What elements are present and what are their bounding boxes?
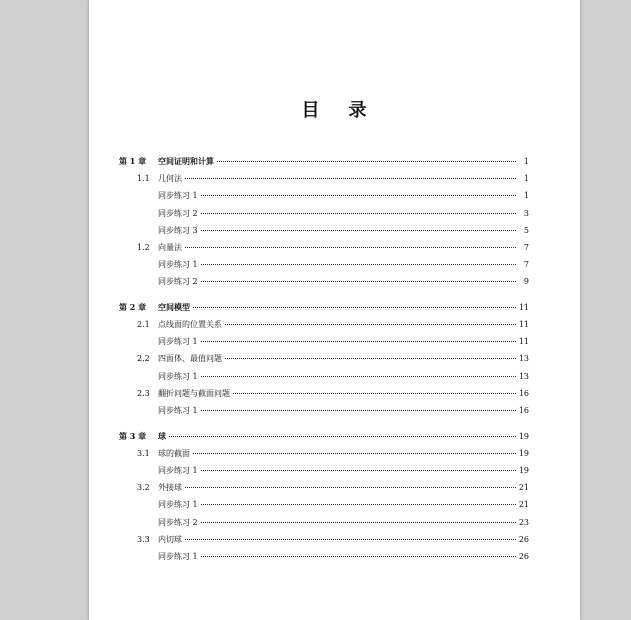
toc-entry-label: 内切球 <box>158 534 182 544</box>
toc-entry-number: 2.2 <box>137 354 150 364</box>
toc-page-number: 1 <box>523 157 529 166</box>
toc-entry-label: 球 <box>158 430 166 441</box>
toc-page-number: 23 <box>518 517 529 527</box>
toc-dot-leader <box>201 522 516 523</box>
toc-entry-number: 2.3 <box>137 388 150 398</box>
title-left-char: 目 <box>301 100 321 121</box>
toc-dot-leader <box>201 281 516 282</box>
toc-entry-number: 1.2 <box>137 242 150 252</box>
toc-entry-label: 同步练习 1 <box>158 260 198 270</box>
toc-page-number: 7 <box>523 260 529 270</box>
toc-dot-leader <box>201 470 516 471</box>
toc-entry-label: 点线面的位置关系 <box>158 320 222 330</box>
toc-dot-leader <box>185 178 516 179</box>
toc-exercise-entry[interactable] <box>119 517 529 534</box>
toc-section-entry[interactable] <box>119 319 529 336</box>
toc-entry-number: 3.1 <box>137 448 150 458</box>
toc-entry-label: 空间证明和计算 <box>158 156 214 166</box>
toc-dot-leader <box>169 436 516 437</box>
toc-page-number: 19 <box>518 448 529 458</box>
toc-exercise-entry[interactable] <box>119 208 529 225</box>
toc-entry-number: 1.1 <box>137 174 150 184</box>
toc-dot-leader <box>201 230 516 231</box>
toc-entry-number: 第 3 章 <box>119 430 147 441</box>
toc-chapter-entry[interactable] <box>119 431 529 448</box>
toc-entry-label: 几何法 <box>158 174 182 184</box>
toc-dot-leader <box>201 195 516 196</box>
toc-chapter-entry[interactable] <box>119 302 529 319</box>
toc-page-number: 7 <box>523 242 529 252</box>
toc-section-entry[interactable] <box>119 534 529 551</box>
toc-page-number: 13 <box>518 354 529 364</box>
toc-dot-leader <box>201 556 516 557</box>
toc-exercise-entry[interactable] <box>119 371 529 388</box>
toc-entry-label: 同步练习 1 <box>158 465 198 475</box>
toc-page-number: 19 <box>518 465 529 475</box>
toc-page-number: 9 <box>523 277 529 287</box>
toc-entry-label: 同步练习 1 <box>158 191 198 201</box>
toc-entry-label: 同步练习 1 <box>158 337 198 347</box>
toc-entry-number: 第 1 章 <box>119 156 147 166</box>
toc-entry-number: 3.2 <box>137 483 150 493</box>
table-of-contents <box>119 156 529 568</box>
toc-page-number: 21 <box>518 483 529 493</box>
toc-entry-label: 空间模型 <box>158 301 190 312</box>
toc-page-number: 3 <box>523 208 529 218</box>
toc-exercise-entry[interactable] <box>119 225 529 242</box>
toc-entry-label: 同步练习 1 <box>158 371 198 381</box>
toc-page-number: 19 <box>518 431 529 441</box>
toc-dot-leader <box>185 539 516 540</box>
toc-section-entry[interactable] <box>119 482 529 499</box>
toc-section-entry[interactable] <box>119 448 529 465</box>
toc-page-number: 11 <box>518 302 529 312</box>
toc-entry-label: 同步练习 1 <box>158 406 198 416</box>
toc-entry-label: 外接球 <box>158 483 182 493</box>
toc-exercise-entry[interactable] <box>119 276 529 293</box>
toc-entry-label: 翻折问题与截面问题 <box>158 388 230 398</box>
toc-dot-leader <box>201 213 516 214</box>
toc-entry-label: 同步练习 1 <box>158 551 198 561</box>
toc-section-entry[interactable] <box>119 173 529 190</box>
toc-exercise-entry[interactable] <box>119 551 529 568</box>
toc-entry-label: 向量法 <box>158 242 182 252</box>
page-title <box>89 96 580 122</box>
toc-page-number: 16 <box>518 406 529 416</box>
toc-dot-leader <box>225 358 516 359</box>
toc-dot-leader <box>193 453 516 454</box>
toc-entry-number: 2.1 <box>137 320 150 330</box>
toc-entry-label: 同步练习 2 <box>158 208 198 218</box>
toc-entry-label: 同步练习 2 <box>158 517 198 527</box>
document-page <box>89 0 580 620</box>
toc-page-number: 1 <box>523 191 529 201</box>
toc-page-number: 26 <box>518 551 529 561</box>
toc-dot-leader <box>201 341 516 342</box>
toc-section-entry[interactable] <box>119 388 529 405</box>
toc-page-number: 13 <box>518 371 529 381</box>
toc-section-entry[interactable] <box>119 353 529 370</box>
toc-dot-leader <box>201 504 516 505</box>
toc-page-number: 5 <box>523 225 529 235</box>
toc-dot-leader <box>217 161 516 162</box>
toc-dot-leader <box>193 307 516 308</box>
toc-page-number: 16 <box>518 388 529 398</box>
toc-exercise-entry[interactable] <box>119 190 529 207</box>
toc-entry-label: 同步练习 3 <box>158 225 198 235</box>
toc-page-number: 26 <box>518 534 529 544</box>
toc-page-number: 11 <box>518 320 529 330</box>
toc-page-number: 1 <box>523 174 529 184</box>
title-right-char: 录 <box>348 100 368 121</box>
toc-page-number: 21 <box>518 500 529 510</box>
toc-exercise-entry[interactable] <box>119 259 529 276</box>
toc-entry-label: 四面体、最值问题 <box>158 354 222 364</box>
toc-section-entry[interactable] <box>119 242 529 259</box>
toc-entry-number: 第 2 章 <box>119 301 147 312</box>
toc-dot-leader <box>201 264 516 265</box>
toc-exercise-entry[interactable] <box>119 336 529 353</box>
toc-dot-leader <box>201 376 516 377</box>
toc-exercise-entry[interactable] <box>119 465 529 482</box>
toc-entry-number: 3.3 <box>137 534 150 544</box>
toc-dot-leader <box>225 324 516 325</box>
toc-entry-label: 同步练习 1 <box>158 500 198 510</box>
toc-entry-label: 球的截面 <box>158 448 190 458</box>
toc-entry-label: 同步练习 2 <box>158 277 198 287</box>
toc-dot-leader <box>185 487 516 488</box>
toc-dot-leader <box>233 393 516 394</box>
toc-page-number: 11 <box>518 337 529 347</box>
toc-exercise-entry[interactable] <box>119 499 529 516</box>
toc-exercise-entry[interactable] <box>119 405 529 422</box>
toc-chapter-entry[interactable] <box>119 156 529 173</box>
toc-dot-leader <box>185 247 516 248</box>
toc-dot-leader <box>201 410 516 411</box>
